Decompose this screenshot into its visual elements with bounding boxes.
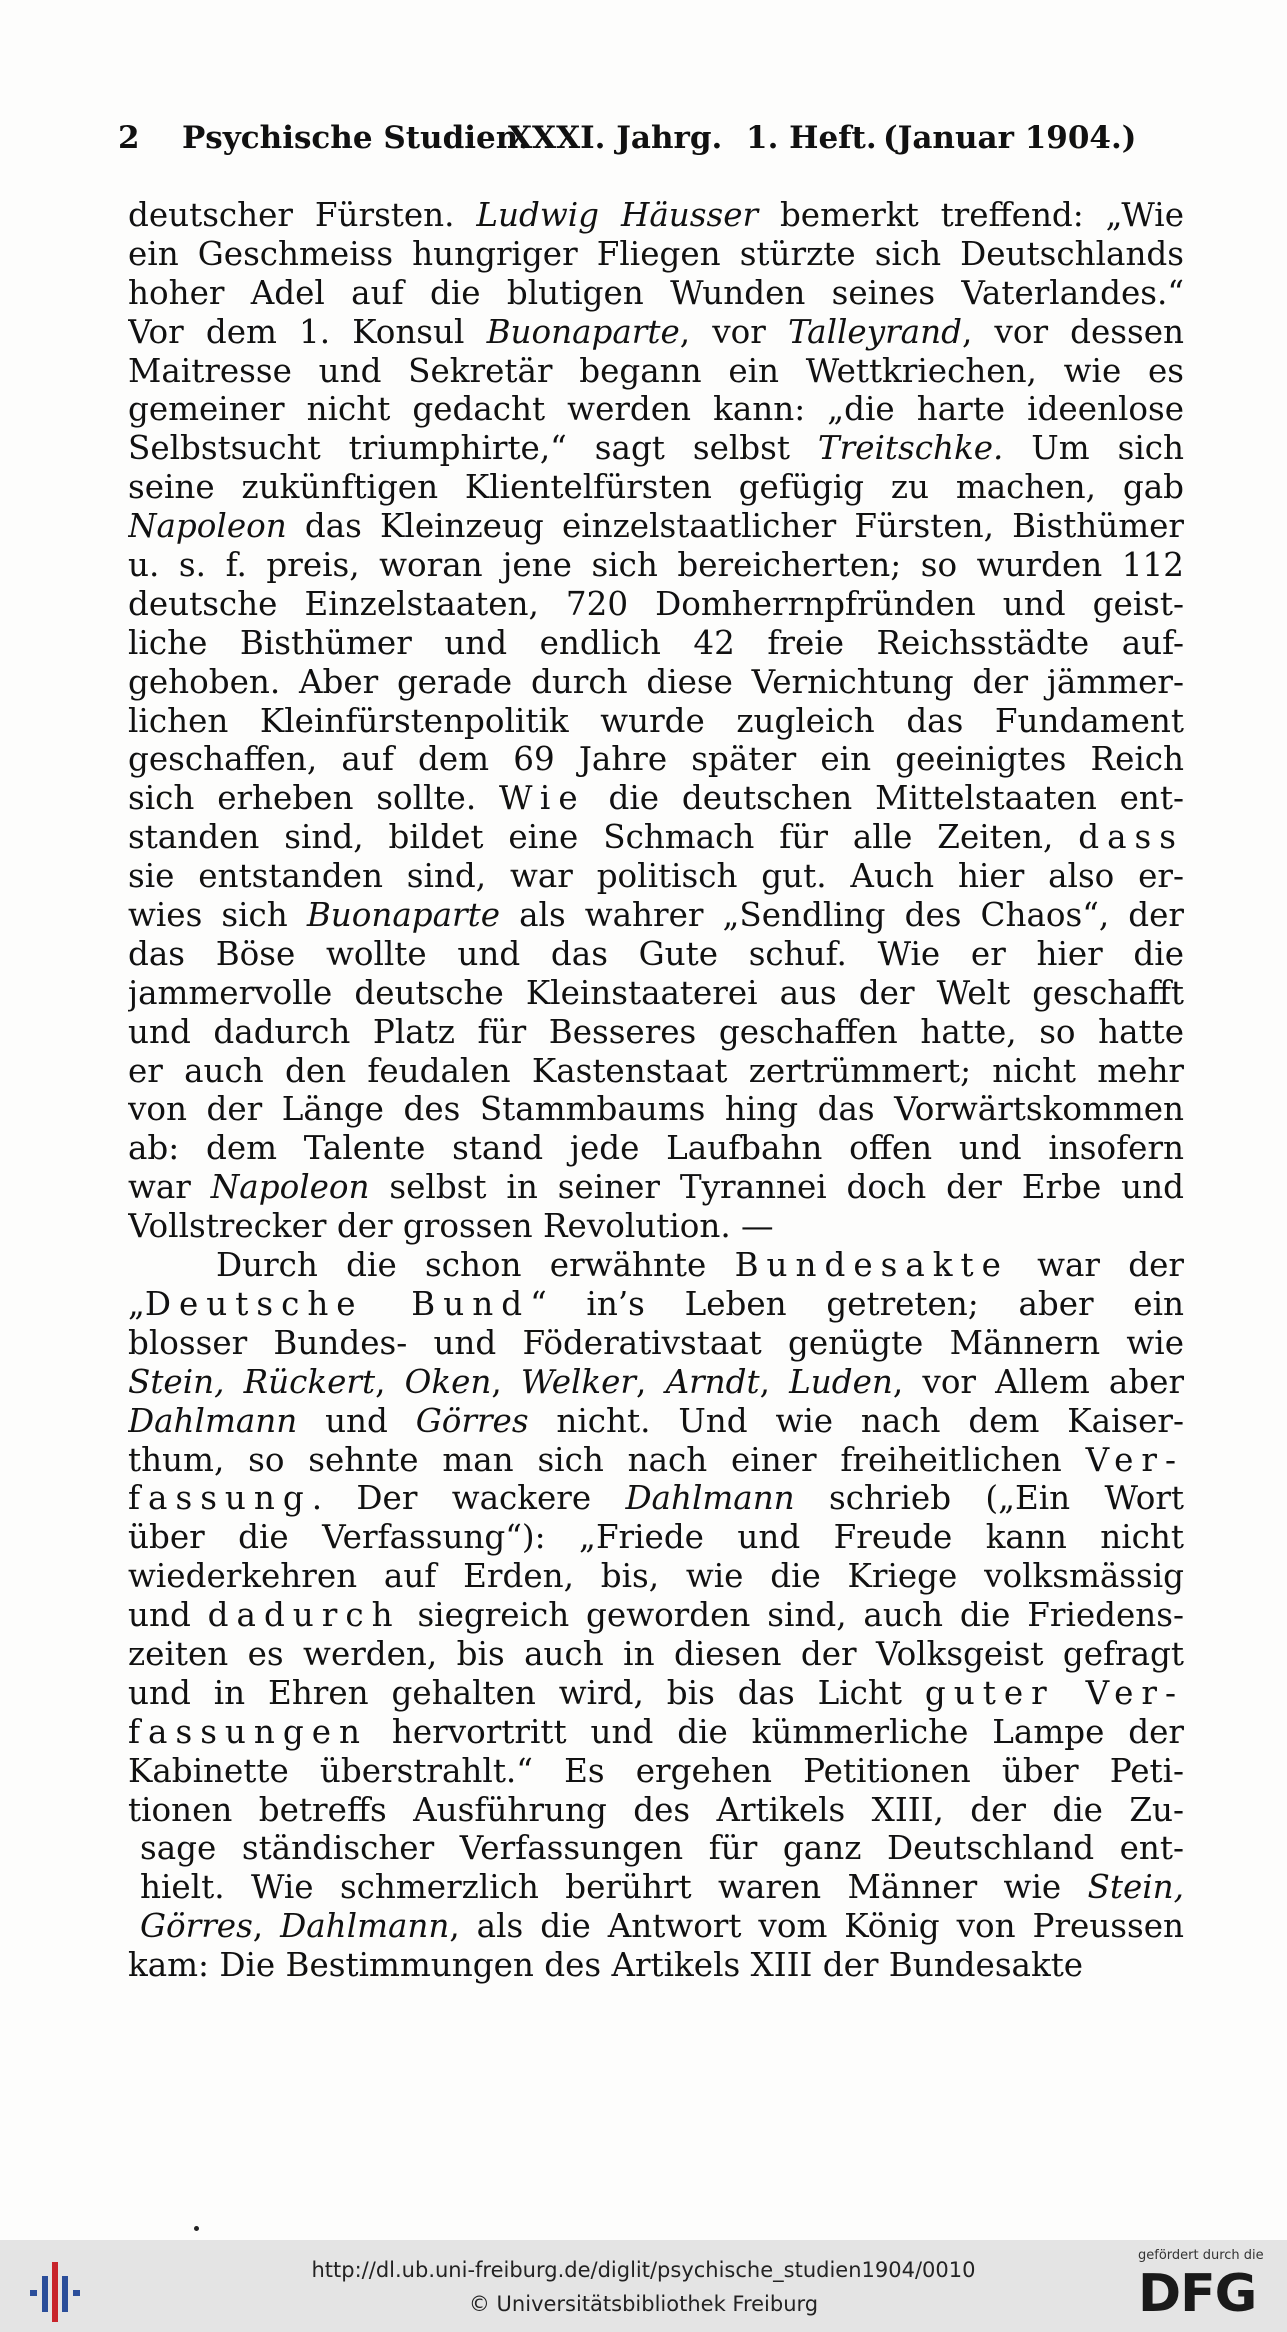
text-run: gehoben. Aber gerade durch diese Vernichtung der jämmer-: [128, 662, 1184, 701]
text-line: [128, 352, 1184, 391]
text-line: [128, 740, 1184, 779]
spaced-emphasis: dass: [1078, 818, 1184, 857]
emphasized-name: Stein, Rückert: [128, 1362, 376, 1401]
text-line: [128, 818, 1184, 857]
spaced-emphasis: dadurch: [207, 1596, 401, 1635]
text-run: nicht. Und wie nach dem Kaiser-: [528, 1401, 1184, 1440]
emphasized-name: Welker: [520, 1362, 637, 1401]
source-url-link[interactable]: http://dl.ub.uni-freiburg.de/diglit/psychische_studien1904/0010: [311, 2258, 976, 2282]
text-line: [128, 1752, 1184, 1791]
text-run: liche Bisthümer und endlich 42 freie Reichsstädte auf-: [128, 623, 1184, 662]
text-run: “ in’s Leben getreten; aber ein: [530, 1284, 1184, 1323]
issue-date: (Januar 1904.): [883, 120, 1137, 156]
text-line: [128, 1402, 1184, 1441]
text-line: [128, 1479, 1184, 1518]
text-run: und in Ehren gehalten wird, bis das Licht: [128, 1673, 925, 1712]
spaced-emphasis: guter Ver-: [924, 1673, 1184, 1712]
spaced-emphasis: fassung: [128, 1479, 312, 1518]
text-line: [128, 546, 1184, 585]
text-run: ,: [636, 1362, 666, 1401]
text-run: seine zukünftigen Klientelfürsten gefügig zu machen, gab: [128, 468, 1184, 507]
emphasized-name: Talleyrand: [787, 312, 962, 351]
text-run: , vor dessen: [961, 312, 1184, 351]
text-run: er auch den feudalen Kastenstaat zertrümmert; nicht mehr: [128, 1051, 1184, 1090]
text-run: geschaffen, auf dem 69 Jahre später ein geeinigtes Reich: [128, 740, 1184, 779]
volume: XXXI. Jahrg.: [508, 120, 723, 156]
text-line: [128, 1246, 1184, 1285]
text-run: die deutschen Mittelstaaten ent-: [585, 779, 1184, 818]
emphasized-name: Buonaparte: [306, 896, 501, 935]
spaced-emphasis: Bundesakte: [734, 1246, 1009, 1285]
text-run: selbst in seiner Tyrannei doch der Erbe und: [369, 1168, 1184, 1207]
emphasized-name: Arndt: [665, 1362, 760, 1401]
emphasized-name: Dahlmann: [625, 1479, 795, 1518]
page-number: 2: [118, 120, 140, 156]
text-line: [128, 1518, 1184, 1557]
emphasized-name: Luden: [789, 1362, 893, 1401]
body-text: [128, 196, 1184, 1985]
text-line: [128, 624, 1184, 663]
text-line: [128, 779, 1184, 818]
text-line: [128, 1635, 1184, 1674]
text-run: als wahrer „Sendling des Chaos“, der: [500, 896, 1184, 935]
text-run: das Böse wollte und das Gute schuf. Wie er hier die: [128, 934, 1184, 973]
text-line: [128, 585, 1184, 624]
text-line: [128, 1829, 1184, 1868]
text-run: ,: [759, 1362, 790, 1401]
text-run: standen sind, bildet eine Schmach für alle Zeiten,: [128, 818, 1079, 857]
text-run: Durch die schon erwähnte: [216, 1246, 735, 1285]
text-line: [128, 1674, 1184, 1713]
text-run: wiederkehren auf Erden, bis, wie die Kriege volksmässig: [128, 1557, 1184, 1596]
text-run: u. s. f. preis, woran jene sich bereicherten; so wurden 112: [128, 546, 1184, 585]
copyright-notice: © Universitätsbibliothek Freiburg: [468, 2292, 819, 2316]
spaced-emphasis: Wie: [499, 779, 586, 818]
text-line: [128, 663, 1184, 702]
text-line: [128, 390, 1184, 429]
text-line: [128, 274, 1184, 313]
emphasized-name: Dahlmann: [280, 1907, 450, 1946]
emphasized-name: Görres: [140, 1907, 253, 1946]
text-run: , als die Antwort vom König von Preussen: [449, 1907, 1184, 1946]
text-run: tionen betreffs Ausführung des Artikels XIII, der die Zu-: [128, 1790, 1184, 1829]
text-line: [128, 896, 1184, 935]
text-line: [128, 196, 1184, 235]
text-run: war: [128, 1168, 211, 1207]
text-run: hervortritt und die kümmerliche Lampe der: [368, 1712, 1184, 1751]
print-speck: [194, 2226, 199, 2231]
footer-bar: [0, 2240, 1287, 2332]
emphasized-name: Dahlmann: [128, 1401, 298, 1440]
text-line: [128, 1090, 1184, 1129]
text-line: [128, 1946, 1184, 1985]
text-run: ,: [491, 1362, 521, 1401]
text-line: [128, 1907, 1184, 1946]
emphasized-name: Napoleon: [128, 507, 287, 546]
text-line: [128, 857, 1184, 896]
text-run: schrieb („Ein Wort: [794, 1479, 1184, 1518]
text-run: wies sich: [128, 896, 307, 935]
text-line: [128, 313, 1184, 352]
text-run: , vor Allem aber: [892, 1362, 1184, 1401]
text-line: [128, 1791, 1184, 1830]
text-run: , vor: [679, 312, 788, 351]
text-run: siegreich geworden sind, auch die Friedens-: [400, 1596, 1184, 1635]
text-line: [128, 1441, 1184, 1480]
text-run: ab: dem Talente stand jede Laufbahn offen und insofern: [128, 1129, 1184, 1168]
text-run: zeiten es werden, bis auch in diesen der Volksgeist gefragt: [128, 1634, 1184, 1673]
text-run: Maitresse und Sekretär begann ein Wettkriechen, wie es: [128, 351, 1184, 390]
text-line: [128, 1129, 1184, 1168]
issue: 1. Heft.: [746, 120, 877, 156]
text-run: ,: [375, 1362, 405, 1401]
text-run: und dadurch Platz für Besseres geschaffen hatte, so hatte: [128, 1012, 1184, 1051]
text-run: sage ständischer Verfassungen für ganz Deutschland ent-: [140, 1829, 1184, 1868]
text-line: [128, 1363, 1184, 1402]
text-run: sie entstanden sind, war politisch gut. Auch hier also er-: [128, 857, 1184, 896]
emphasized-name: Buonaparte: [486, 312, 680, 351]
text-run: sich erheben sollte.: [128, 779, 500, 818]
journal-title: Psychische Studien.: [182, 120, 530, 156]
text-run: jammervolle deutsche Kleinstaaterei aus der Welt geschafft: [128, 973, 1184, 1012]
text-line: [128, 1324, 1184, 1363]
text-run: Vollstrecker der grossen Revolution. —: [128, 1207, 774, 1246]
text-line: [128, 1713, 1184, 1752]
text-run: und: [297, 1401, 416, 1440]
text-line: [128, 1207, 1184, 1246]
text-run: bemerkt treffend: „Wie: [758, 196, 1184, 234]
spaced-emphasis: fassungen: [128, 1712, 368, 1751]
text-run: deutscher Fürsten.: [128, 196, 477, 234]
text-line: [128, 935, 1184, 974]
text-line: [128, 1052, 1184, 1091]
emphasized-name: Treitschke.: [817, 429, 1004, 468]
text-run: das Kleinzeug einzelstaatlicher Fürsten, Bisthümer: [286, 507, 1184, 546]
text-run: blosser Bundes- und Föderativstaat genügte Männern wie: [128, 1323, 1184, 1362]
text-line: [128, 1013, 1184, 1052]
running-header: [118, 120, 1178, 170]
text-run: thum, so sehnte man sich nach einer freiheitlichen: [128, 1440, 1086, 1479]
text-run: Selbstsucht triumphirte,“ sagt selbst: [128, 429, 818, 468]
text-line: [128, 702, 1184, 741]
spaced-emphasis: Ver-: [1085, 1440, 1184, 1479]
emphasized-name: Stein,: [1087, 1868, 1184, 1907]
text-run: gemeiner nicht gedacht werden kann: „die harte ideenlose: [128, 390, 1184, 429]
text-line: [128, 1285, 1184, 1324]
text-run: Vor dem 1. Konsul: [128, 312, 487, 351]
text-run: Um sich: [1003, 429, 1184, 468]
text-line: [128, 468, 1184, 507]
spaced-emphasis: Deutsche Bund: [144, 1284, 531, 1323]
text-run: über die Verfassung“): „Friede und Freude kann nicht: [128, 1518, 1184, 1557]
text-line: [128, 1868, 1184, 1907]
text-line: [128, 1557, 1184, 1596]
emphasized-name: Görres: [415, 1401, 529, 1440]
emphasized-name: Ludwig Häusser: [476, 196, 759, 234]
text-run: war der: [1008, 1246, 1184, 1285]
text-line: [128, 974, 1184, 1013]
text-line: [128, 507, 1184, 546]
text-run: . Der wackere: [311, 1479, 626, 1518]
text-run: „: [128, 1284, 145, 1323]
text-line: [128, 429, 1184, 468]
text-run: lichen Kleinfürstenpolitik wurde zugleich das Fundament: [128, 701, 1184, 740]
emphasized-name: Oken: [404, 1362, 492, 1401]
text-line: [128, 1168, 1184, 1207]
dfg-logo: DFG: [1138, 2264, 1257, 2324]
text-run: hoher Adel auf die blutigen Wunden seines Vaterlandes.“: [128, 273, 1184, 312]
emphasized-name: Napoleon: [210, 1168, 370, 1207]
text-run: deutsche Einzelstaaten, 720 Domherrnpfründen und geist-: [128, 584, 1184, 623]
text-run: ,: [252, 1907, 281, 1946]
text-line: [128, 1596, 1184, 1635]
text-run: von der Länge des Stammbaums hing das Vorwärtskommen: [128, 1090, 1184, 1129]
text-run: ein Geschmeiss hungriger Fliegen stürzte sich Deutschlands: [128, 234, 1184, 273]
text-run: und: [128, 1596, 208, 1635]
sponsor-caption: gefördert durch die: [1138, 2248, 1264, 2263]
text-run: kam: Die Bestimmungen des Artikels XIII der Bundesakte: [128, 1946, 1084, 1985]
text-run: hielt. Wie schmerzlich berührt waren Männer wie: [140, 1868, 1088, 1907]
text-run: Kabinette überstrahlt.“ Es ergehen Petitionen über Peti-: [128, 1751, 1184, 1790]
text-line: [128, 235, 1184, 274]
